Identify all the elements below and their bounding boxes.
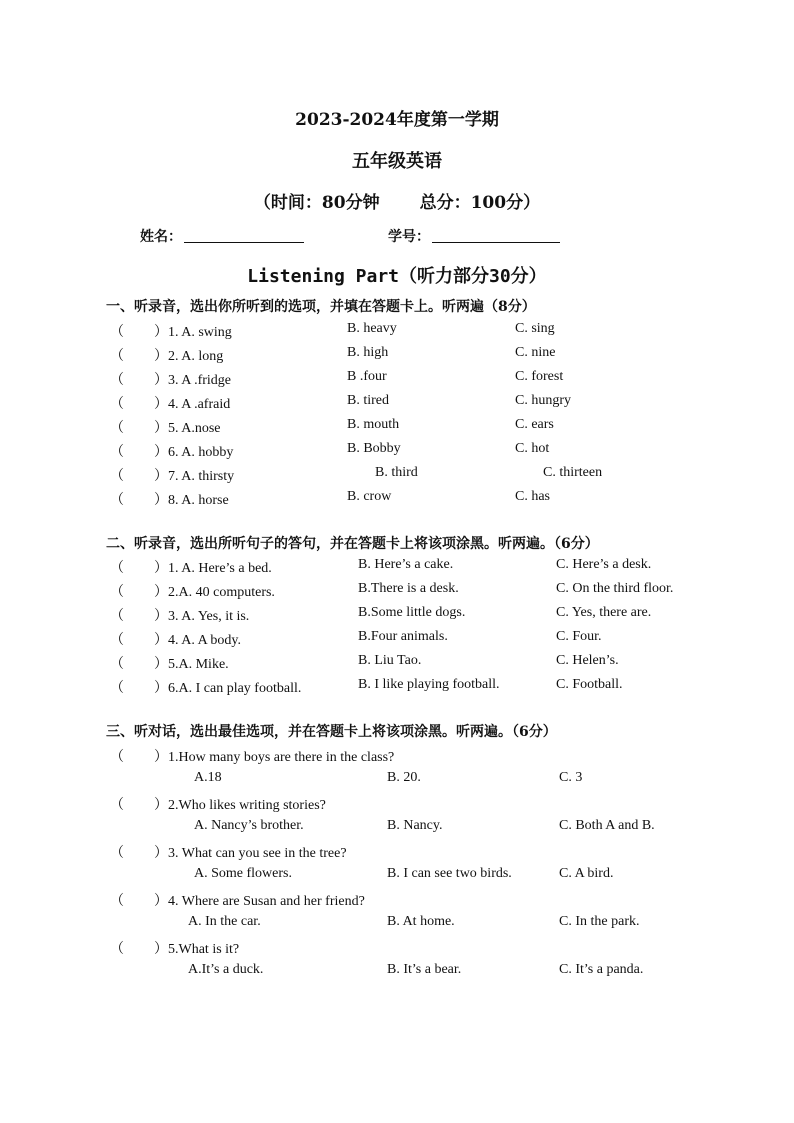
name-field[interactable]: [140, 226, 304, 246]
question-option-c: C. Helen’s.: [556, 653, 619, 668]
question-option-num: ）1. A. Here’s a bed.: [154, 561, 272, 576]
question-option-c: C. Here’s a desk.: [556, 557, 652, 572]
time-info: （时间：80分钟: [253, 193, 380, 213]
question-row: [0, 581, 794, 601]
question-option-num: ）4. A .afraid: [154, 397, 231, 412]
question-row: [0, 746, 794, 766]
question-option-num: ）4. A. A body.: [154, 633, 241, 648]
question-row: [0, 345, 794, 365]
answer-row: [0, 770, 794, 790]
answer-option-a: A.18: [194, 770, 222, 785]
question-option-c: C. Football.: [556, 677, 623, 692]
section1-title: 一、听录音，选出你所听到的选项，并填在答题卡上。听两遍（8分）: [106, 299, 536, 315]
answer-paren-open[interactable]: （: [110, 749, 124, 765]
question-option-b: B. high: [347, 345, 389, 360]
answer-paren-open[interactable]: （: [110, 324, 124, 340]
question-option-b: B. crow: [347, 489, 392, 504]
question-row: [0, 489, 794, 509]
question-option-b: B.Four animals.: [358, 629, 448, 644]
part-title: Listening Part（听力部分30分）: [247, 266, 547, 287]
time-score-line: [0, 188, 794, 213]
answer-row: [0, 818, 794, 838]
question-row: [0, 605, 794, 625]
question-option-c: C. sing: [515, 321, 555, 336]
question-option-num: ）7. A. thirsty: [154, 469, 235, 484]
answer-option-a: A. In the car.: [188, 914, 261, 929]
answer-row: [0, 866, 794, 886]
question-option-q: ）4. Where are Susan and her friend?: [154, 894, 365, 909]
question-row: [0, 393, 794, 413]
answer-paren-open[interactable]: （: [110, 845, 124, 861]
answer-option-b: B. Nancy.: [387, 818, 443, 833]
answer-option-b: B. I can see two birds.: [387, 866, 512, 881]
name-label: 姓名：: [140, 229, 182, 245]
question-option-b: B.Some little dogs.: [358, 605, 466, 620]
answer-paren-open[interactable]: （: [110, 560, 124, 576]
question-option-num: ）6.A. I can play football.: [154, 681, 302, 696]
answer-option-c: C. 3: [559, 770, 583, 785]
question-option-q: ）2.Who likes writing stories?: [154, 798, 326, 813]
question-option-q: ）1.How many boys are there in the class?: [154, 750, 395, 765]
question-row: [0, 321, 794, 341]
question-option-c: C. On the third floor.: [556, 581, 674, 596]
question-option-num: ）2.A. 40 computers.: [154, 585, 275, 600]
answer-option-c: C. In the park.: [559, 914, 640, 929]
question-option-q: ）5.What is it?: [154, 942, 240, 957]
question-option-b: B. heavy: [347, 321, 397, 336]
answer-paren-open[interactable]: （: [110, 468, 124, 484]
question-option-c: C. Four.: [556, 629, 602, 644]
answer-option-b: B. 20.: [387, 770, 421, 785]
question-option-num: ）6. A. hobby: [154, 445, 234, 460]
section3-title: 三、听对话，选出最佳选项，并在答题卡上将该项涂黑。听两遍。（6分）: [106, 724, 557, 740]
answer-paren-open[interactable]: （: [110, 584, 124, 600]
question-option-c: C. thirteen: [543, 465, 603, 480]
question-option-num: ）3. A .fridge: [154, 373, 231, 388]
question-row: [0, 653, 794, 673]
question-row: [0, 557, 794, 577]
id-label: 学号：: [388, 229, 430, 245]
question-option-c: C. ears: [515, 417, 554, 432]
answer-paren-open[interactable]: （: [110, 608, 124, 624]
answer-option-c: C. Both A and B.: [559, 818, 655, 833]
question-row: [0, 465, 794, 485]
subject-title: 五年级英语: [352, 151, 442, 172]
answer-paren-open[interactable]: （: [110, 348, 124, 364]
answer-option-b: B. At home.: [387, 914, 455, 929]
question-option-c: C. has: [515, 489, 550, 504]
answer-option-c: C. A bird.: [559, 866, 614, 881]
id-blank[interactable]: [432, 228, 560, 243]
question-option-c: C. hot: [515, 441, 550, 456]
question-row: [0, 441, 794, 461]
answer-option-a: A. Some flowers.: [194, 866, 292, 881]
question-option-num: ）8. A. horse: [154, 493, 229, 508]
question-row: [0, 794, 794, 814]
answer-option-c: C. It’s a panda.: [559, 962, 644, 977]
question-option-b: B. Here’s a cake.: [358, 557, 454, 572]
section2-title: 二、听录音，选出所听句子的答句，并在答题卡上将该项涂黑。听两遍。（6分）: [106, 536, 599, 552]
question-option-b: B. tired: [347, 393, 389, 408]
question-option-b: B. I like playing football.: [358, 677, 500, 692]
question-row: [0, 938, 794, 958]
answer-paren-open[interactable]: （: [110, 797, 124, 813]
answer-row: [0, 914, 794, 934]
question-option-b: B .four: [347, 369, 387, 384]
question-row: [0, 629, 794, 649]
question-option-num: ）5.A. Mike.: [154, 657, 229, 672]
answer-paren-open[interactable]: （: [110, 372, 124, 388]
question-option-c: C. Yes, there are.: [556, 605, 652, 620]
question-option-b: B.There is a desk.: [358, 581, 459, 596]
question-option-num: ）1. A. swing: [154, 325, 232, 340]
answer-option-a: A.It’s a duck.: [188, 962, 264, 977]
question-option-num: ）5. A.nose: [154, 421, 221, 436]
answer-paren-open[interactable]: （: [110, 680, 124, 696]
question-option-c: C. nine: [515, 345, 556, 360]
question-row: [0, 417, 794, 437]
answer-option-b: B. It’s a bear.: [387, 962, 462, 977]
question-option-num: ）3. A. Yes, it is.: [154, 609, 250, 624]
question-row: [0, 890, 794, 910]
answer-paren-open[interactable]: （: [110, 893, 124, 909]
question-option-b: B. Bobby: [347, 441, 401, 456]
answer-paren-open[interactable]: （: [110, 941, 124, 957]
answer-paren-open[interactable]: （: [110, 632, 124, 648]
answer-paren-open[interactable]: （: [110, 492, 124, 508]
id-field[interactable]: [388, 226, 560, 246]
question-row: [0, 677, 794, 697]
answer-paren-open[interactable]: （: [110, 420, 124, 436]
question-row: [0, 842, 794, 862]
question-option-b: B. Liu Tao.: [358, 653, 422, 668]
question-option-q: ）3. What can you see in the tree?: [154, 846, 347, 861]
answer-paren-open[interactable]: （: [110, 444, 124, 460]
question-row: [0, 369, 794, 389]
question-option-b: B. mouth: [347, 417, 400, 432]
question-option-c: C. forest: [515, 369, 564, 384]
term-title: 2023-2024年度第一学期: [295, 110, 499, 130]
name-blank[interactable]: [184, 228, 304, 243]
answer-option-a: A. Nancy’s brother.: [194, 818, 304, 833]
question-option-b: B. third: [375, 465, 418, 480]
score-info: 总分：100分）: [419, 193, 541, 213]
answer-paren-open[interactable]: （: [110, 656, 124, 672]
question-option-c: C. hungry: [515, 393, 571, 408]
answer-paren-open[interactable]: （: [110, 396, 124, 412]
question-option-num: ）2. A. long: [154, 349, 224, 364]
answer-row: [0, 962, 794, 982]
